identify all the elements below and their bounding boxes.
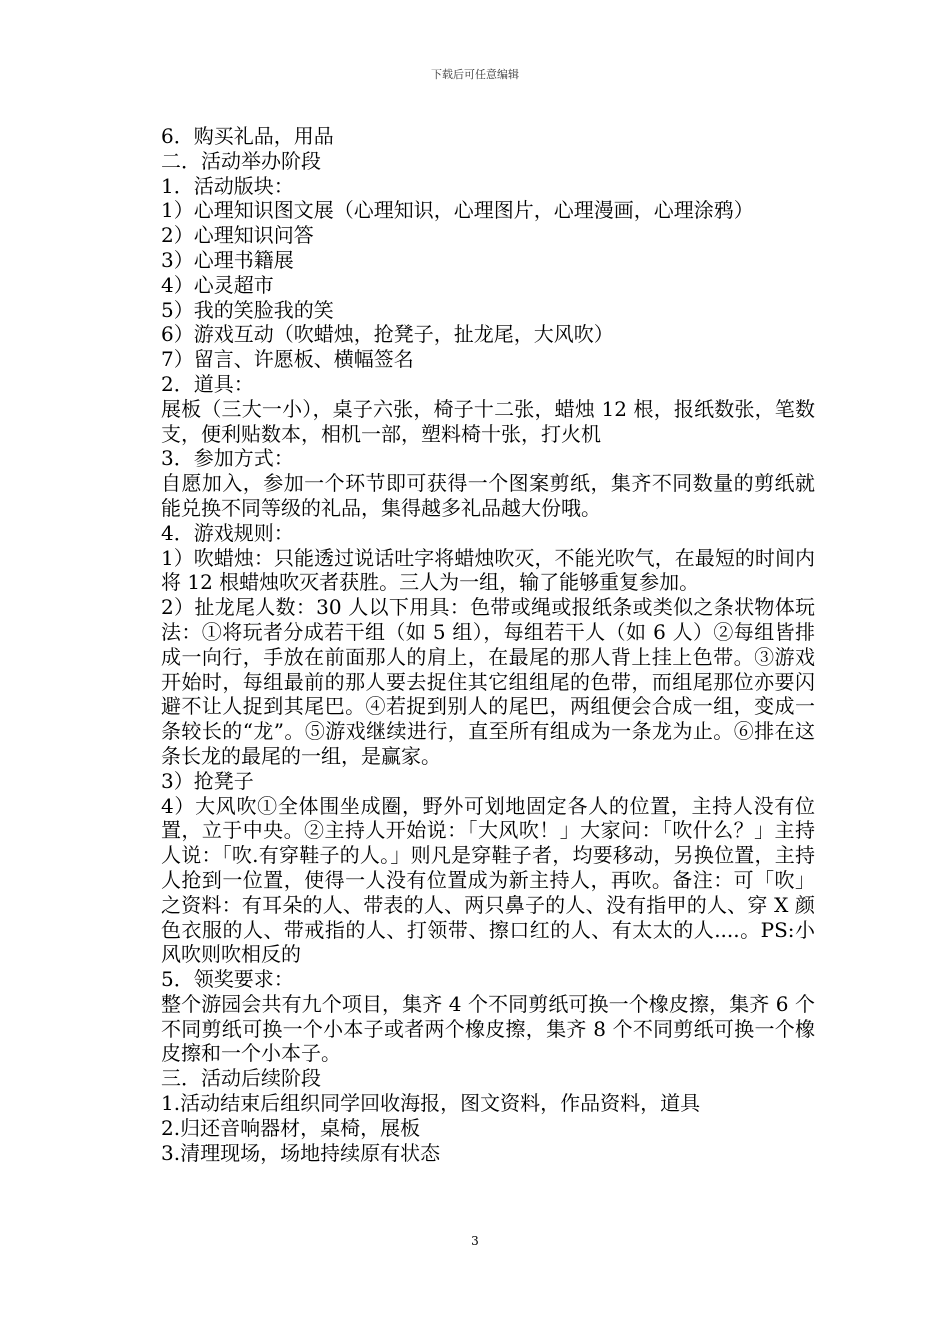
list-item: 7）留言、许愿板、横幅签名	[161, 347, 414, 372]
paragraph: 展板（三大一小），桌子六张，椅子十二张，蜡烛 12 根，报纸数张，笔数支，便利贴数本，相机一部，塑料椅十张，打火机	[161, 396, 815, 446]
list-item: 4）大风吹①全体围坐成圈，野外可划地固定各人的位置，主持人没有位置，立于中央。②主持人开始说：「大风吹！」大家问：「吹什么？」主持人说：「吹.有穿鞋子的人。」则凡是穿鞋子者，均要移动，另换位置，主持人抢到一位置，使得一人没有位置成为新主持人，再吹。备注：可「吹」之资料：有耳朵的人、带表的人、两只鼻子的人、没有指甲的人、穿 X 颜色衣服的人、带戒指的人、打领带、擦口红的人、有太太的人....。PS:小风吹则吹相反的	[161, 793, 815, 967]
list-item: 1）吹蜡烛：只能透过说话吐字将蜡烛吹灭，不能光吹气，在最短的时间内将 12 根蜡烛吹灭者获胜。三人为一组，输了能够重复参加。	[161, 545, 815, 595]
subheading: 3．参加方式：	[161, 446, 294, 471]
section-heading: 二．活动举办阶段	[161, 148, 321, 173]
page-header: 下载后可任意编辑	[431, 68, 519, 81]
section-heading: 三．活动后续阶段	[161, 1066, 321, 1091]
paragraph: 整个游园会共有九个项目，集齐 4 个不同剪纸可换一个橡皮擦，集齐 6 个不同剪纸可换一个小本子或者两个橡皮擦，集齐 8 个不同剪纸可换一个橡皮擦和一个小本子。	[161, 991, 815, 1066]
list-item: 2）扯龙尾人数：30 人以下用具：色带或绳或报纸条或类似之条状物体玩法：①将玩者分成若干组（如 5 组），每组若干人（如 6 人）②每组皆排成一向行，手放在前面那人的肩上，在最尾的那人背上挂上色带。③游戏开始时，每组最前的那人要去捉住其它组组尾的色带，而组尾那位亦要闪避不让人捉到其尾巴。④若捉到别人的尾巴，两组便会合成一组，变成一条较长的“龙”。⑤游戏继续进行，直至所有组成为一条龙为止。⑥排在这条长龙的最尾的一组，是赢家。	[161, 595, 815, 768]
subheading: 4．游戏规则：	[161, 520, 294, 545]
list-item: 2）心理知识问答	[161, 223, 314, 248]
paragraph: 6．购买礼品，用品	[161, 124, 334, 148]
list-item: 4）心灵超市	[161, 272, 274, 297]
page-number: 3	[471, 1234, 479, 1248]
document-body	[143, 124, 815, 1165]
list-item: 1.活动结束后组织同学回收海报，图文资料，作品资料，道具	[161, 1091, 701, 1116]
paragraph: 自愿加入，参加一个环节即可获得一个图案剪纸，集齐不同数量的剪纸就能兑换不同等级的礼品，集得越多礼品越大份哦。	[161, 471, 815, 520]
subheading: 5．领奖要求：	[161, 967, 294, 992]
list-item: 1）心理知识图文展（心理知识，心理图片，心理漫画，心理涂鸦）	[161, 198, 754, 223]
subheading: 2．道具：	[161, 371, 254, 396]
list-item: 2.归还音响器材，桌椅，展板	[161, 1115, 421, 1140]
list-item: 3）抢凳子	[161, 768, 254, 793]
list-item: 3）心理书籍展	[161, 247, 294, 272]
list-item: 6）游戏互动（吹蜡烛，抢凳子，扯龙尾，大风吹）	[161, 322, 614, 347]
subheading: 1．活动版块：	[161, 173, 294, 198]
list-item: 5）我的笑脸我的笑	[161, 297, 334, 322]
list-item: 3.清理现场，场地持续原有状态	[161, 1140, 441, 1165]
